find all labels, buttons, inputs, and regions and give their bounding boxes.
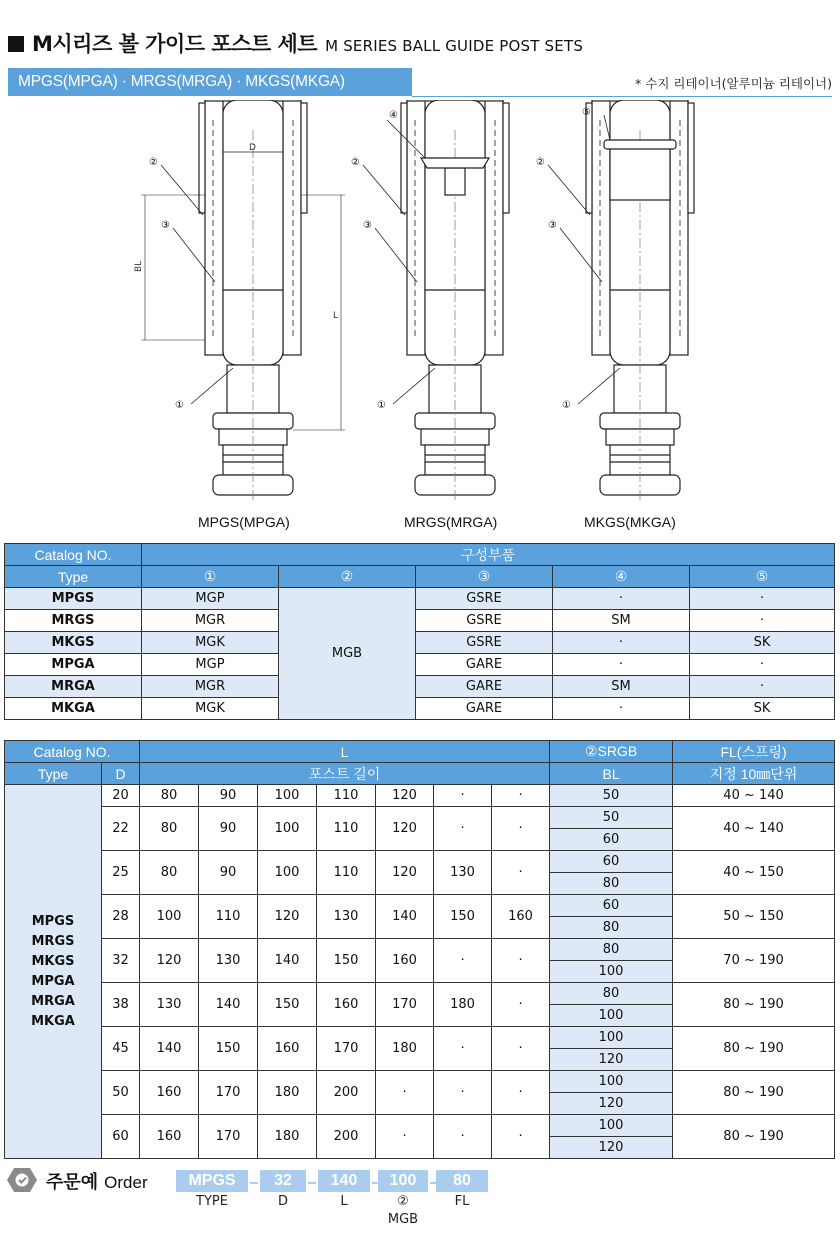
parts-type: MKGS — [5, 632, 142, 654]
parts-c4: · — [553, 654, 690, 676]
order-label-en: Order — [104, 1173, 148, 1192]
size-l: 150 — [434, 895, 492, 939]
size-l: 130 — [140, 983, 199, 1027]
size-h-fl-sub: 지정 10㎜단위 — [673, 763, 835, 785]
parts-c1: MGP — [142, 588, 279, 610]
svg-text:①: ① — [175, 400, 184, 411]
parts-c4: · — [553, 632, 690, 654]
size-l: · — [492, 807, 550, 851]
svg-text:③: ③ — [548, 220, 557, 231]
parts-c3: GSRE — [416, 610, 553, 632]
size-l: · — [434, 1115, 492, 1159]
size-l: 120 — [140, 939, 199, 983]
size-fl: 40 ~ 140 — [673, 807, 835, 851]
size-l: 140 — [376, 895, 434, 939]
size-l: 180 — [258, 1115, 317, 1159]
parts-type: MPGA — [5, 654, 142, 676]
size-fl: 80 ~ 190 — [673, 983, 835, 1027]
size-bl: 80 — [550, 873, 673, 895]
size-l: 120 — [376, 785, 434, 807]
size-bl: 120 — [550, 1093, 673, 1115]
size-l: · — [492, 785, 550, 807]
size-d: 25 — [102, 851, 140, 895]
size-bl: 120 — [550, 1137, 673, 1159]
size-l: 180 — [376, 1027, 434, 1071]
parts-c3: GARE — [416, 698, 553, 720]
size-bl: 60 — [550, 895, 673, 917]
size-bl: 80 — [550, 917, 673, 939]
size-l: 150 — [199, 1027, 258, 1071]
svg-text:L: L — [333, 311, 339, 321]
size-l: 160 — [492, 895, 550, 939]
size-bl: 100 — [550, 1005, 673, 1027]
parts-c4: SM — [553, 610, 690, 632]
drawing-label-mkgs: MKGS(MKGA) — [584, 514, 676, 530]
size-h-bl: BL — [550, 763, 673, 785]
size-l: 140 — [140, 1027, 199, 1071]
table-row — [5, 676, 835, 698]
size-type-name: MKGS — [31, 953, 75, 969]
size-l: · — [434, 785, 492, 807]
table-row — [5, 785, 835, 807]
size-bl: 120 — [550, 1049, 673, 1071]
size-bl: 100 — [550, 961, 673, 983]
svg-text:⑤: ⑤ — [582, 107, 591, 118]
size-l: 120 — [376, 807, 434, 851]
parts-c5: SK — [690, 632, 835, 654]
order-box-l: 140 — [318, 1170, 370, 1192]
size-bl: 50 — [550, 785, 673, 807]
size-type-name: MRGA — [31, 993, 75, 1009]
size-l: 100 — [258, 851, 317, 895]
size-bl: 80 — [550, 939, 673, 961]
parts-table — [4, 543, 835, 720]
parts-type: MRGS — [5, 610, 142, 632]
svg-text:②: ② — [149, 157, 158, 168]
order-example — [6, 1166, 836, 1236]
order-cap-fl: FL — [454, 1194, 470, 1209]
size-l: 140 — [258, 939, 317, 983]
size-d: 38 — [102, 983, 140, 1027]
size-l: 100 — [258, 785, 317, 807]
table-row — [5, 1071, 835, 1093]
size-l: 170 — [376, 983, 434, 1027]
size-type-name: MPGA — [31, 973, 75, 989]
parts-c3: GSRE — [416, 632, 553, 654]
size-l: · — [376, 1071, 434, 1115]
size-bl: 60 — [550, 829, 673, 851]
size-l: · — [492, 1027, 550, 1071]
size-l: 150 — [317, 939, 376, 983]
hexagon-bolt-icon — [6, 1166, 38, 1194]
title-korean: M시리즈 볼 가이드 포스트 세트 — [32, 32, 318, 56]
size-l: 160 — [258, 1027, 317, 1071]
retainer-note: * 수지 리테이너(알루미늄 리테이너) — [635, 76, 832, 91]
size-d: 32 — [102, 939, 140, 983]
parts-h-col3: ③ — [416, 566, 553, 588]
parts-h-type: Type — [5, 566, 142, 588]
size-l: · — [492, 983, 550, 1027]
svg-text:②: ② — [351, 157, 360, 168]
svg-text:④: ④ — [389, 110, 398, 121]
size-l: 120 — [258, 895, 317, 939]
size-l: · — [434, 807, 492, 851]
size-bl: 50 — [550, 807, 673, 829]
table-row — [5, 895, 835, 917]
size-l: 160 — [140, 1115, 199, 1159]
size-l: 170 — [199, 1071, 258, 1115]
size-bl: 100 — [550, 1071, 673, 1093]
parts-c1: MGP — [142, 654, 279, 676]
size-d: 22 — [102, 807, 140, 851]
size-fl: 80 ~ 190 — [673, 1027, 835, 1071]
parts-c5: · — [690, 676, 835, 698]
size-d: 45 — [102, 1027, 140, 1071]
drawing-label-mrgs: MRGS(MRGA) — [404, 514, 498, 530]
size-h-srgb: ②SRGB — [550, 741, 673, 763]
size-l: 100 — [140, 895, 199, 939]
size-l: 130 — [199, 939, 258, 983]
size-fl: 50 ~ 150 — [673, 895, 835, 939]
parts-c3: GSRE — [416, 588, 553, 610]
parts-c1: MGR — [142, 676, 279, 698]
size-bl: 100 — [550, 1027, 673, 1049]
order-cap-l: L — [340, 1194, 348, 1209]
parts-h-col1: ① — [142, 566, 279, 588]
size-l: 100 — [258, 807, 317, 851]
size-l: · — [492, 1071, 550, 1115]
size-table — [4, 740, 835, 1159]
size-l: 80 — [140, 807, 199, 851]
parts-h-col5: ⑤ — [690, 566, 835, 588]
size-fl: 40 ~ 150 — [673, 851, 835, 895]
table-row — [5, 632, 835, 654]
size-fl: 70 ~ 190 — [673, 939, 835, 983]
order-cap-type: TYPE — [196, 1194, 228, 1209]
size-l: · — [434, 1071, 492, 1115]
parts-c4: · — [553, 588, 690, 610]
order-box-d: 32 — [260, 1170, 306, 1192]
order-cap-mgb-2: MGB — [387, 1212, 419, 1227]
size-l: 90 — [199, 807, 258, 851]
parts-type: MPGS — [5, 588, 142, 610]
parts-c5: SK — [690, 698, 835, 720]
order-dash — [308, 1182, 316, 1184]
size-l: 170 — [317, 1027, 376, 1071]
svg-text:D: D — [249, 143, 256, 153]
size-l: 120 — [376, 851, 434, 895]
size-l: 110 — [317, 851, 376, 895]
table-row — [5, 1027, 835, 1049]
size-l: 200 — [317, 1071, 376, 1115]
size-l: 160 — [376, 939, 434, 983]
svg-text:①: ① — [562, 400, 571, 411]
size-l: · — [434, 1027, 492, 1071]
order-cap-d: D — [277, 1194, 288, 1209]
size-l: 130 — [317, 895, 376, 939]
size-l: 110 — [199, 895, 258, 939]
svg-text:③: ③ — [161, 220, 170, 231]
size-h-fl: FL(스프링) — [673, 741, 835, 763]
size-type-name: MRGS — [31, 933, 75, 949]
size-fl: 80 ~ 190 — [673, 1115, 835, 1159]
size-l: 200 — [317, 1115, 376, 1159]
size-l: 110 — [317, 785, 376, 807]
size-h-catalog: Catalog NO. — [5, 741, 140, 763]
parts-c5: · — [690, 654, 835, 676]
order-label — [46, 1168, 148, 1194]
size-types-cell — [5, 785, 102, 1159]
size-l: 160 — [140, 1071, 199, 1115]
size-d: 28 — [102, 895, 140, 939]
order-cap-mgb: ② — [397, 1194, 409, 1209]
parts-c3: GARE — [416, 676, 553, 698]
size-h-l: L — [140, 741, 550, 763]
svg-text:①: ① — [377, 400, 386, 411]
parts-c1: MGK — [142, 698, 279, 720]
svg-text:BL: BL — [134, 260, 144, 272]
parts-c4: · — [553, 698, 690, 720]
parts-c1: MGK — [142, 632, 279, 654]
table-row — [5, 610, 835, 632]
size-l: 90 — [199, 785, 258, 807]
parts-c1: MGR — [142, 610, 279, 632]
order-label-kr: 주문예 — [46, 1172, 99, 1193]
table-row — [5, 588, 835, 610]
size-l: 180 — [434, 983, 492, 1027]
table-row — [5, 851, 835, 873]
size-l: · — [376, 1115, 434, 1159]
size-l: · — [434, 939, 492, 983]
size-l: 80 — [140, 851, 199, 895]
parts-type: MKGA — [5, 698, 142, 720]
size-l: 130 — [434, 851, 492, 895]
parts-c5: · — [690, 610, 835, 632]
table-row — [5, 1115, 835, 1137]
parts-type: MRGA — [5, 676, 142, 698]
parts-mgb: MGB — [279, 588, 416, 720]
title-english: M SERIES BALL GUIDE POST SETS — [325, 37, 584, 55]
size-d: 60 — [102, 1115, 140, 1159]
technical-drawing — [0, 100, 840, 540]
size-d: 50 — [102, 1071, 140, 1115]
size-l: 110 — [317, 807, 376, 851]
size-h-type: Type — [5, 763, 102, 785]
svg-text:②: ② — [536, 157, 545, 168]
order-box-mgb: 100 — [378, 1170, 428, 1192]
parts-c5: · — [690, 588, 835, 610]
table-row — [5, 983, 835, 1005]
parts-h-parts: 구성부품 — [142, 544, 835, 566]
size-l: · — [492, 851, 550, 895]
drawing-label-mpgs: MPGS(MPGA) — [198, 514, 290, 530]
parts-h-catalog: Catalog NO. — [5, 544, 142, 566]
size-type-name: MPGS — [31, 913, 75, 929]
size-l: 80 — [140, 785, 199, 807]
series-bar: MPGS(MPGA) · MRGS(MRGA) · MKGS(MKGA) — [8, 68, 412, 96]
size-l: 160 — [317, 983, 376, 1027]
size-bl: 60 — [550, 851, 673, 873]
size-fl: 80 ~ 190 — [673, 1071, 835, 1115]
size-bl: 80 — [550, 983, 673, 1005]
table-row — [5, 654, 835, 676]
svg-text:③: ③ — [363, 220, 372, 231]
size-l: · — [492, 1115, 550, 1159]
parts-h-col2: ② — [279, 566, 416, 588]
size-h-d: D — [102, 763, 140, 785]
size-l: 180 — [258, 1071, 317, 1115]
page-title — [8, 28, 583, 58]
square-bullet-icon — [8, 36, 24, 52]
order-dash — [250, 1182, 258, 1184]
parts-h-col4: ④ — [553, 566, 690, 588]
size-l: 90 — [199, 851, 258, 895]
table-row — [5, 807, 835, 829]
order-box-fl: 80 — [436, 1170, 488, 1192]
size-l: 170 — [199, 1115, 258, 1159]
table-row — [5, 698, 835, 720]
size-d: 20 — [102, 785, 140, 807]
size-bl: 100 — [550, 1115, 673, 1137]
parts-c3: GARE — [416, 654, 553, 676]
size-l: 140 — [199, 983, 258, 1027]
table-row — [5, 939, 835, 961]
size-fl: 40 ~ 140 — [673, 785, 835, 807]
series-bar-line — [412, 96, 832, 97]
size-type-name: MKGA — [31, 1013, 75, 1029]
size-l: · — [492, 939, 550, 983]
size-l: 150 — [258, 983, 317, 1027]
order-box-type: MPGS — [176, 1170, 248, 1192]
parts-c4: SM — [553, 676, 690, 698]
size-h-l-sub: 포스트 길이 — [140, 763, 550, 785]
